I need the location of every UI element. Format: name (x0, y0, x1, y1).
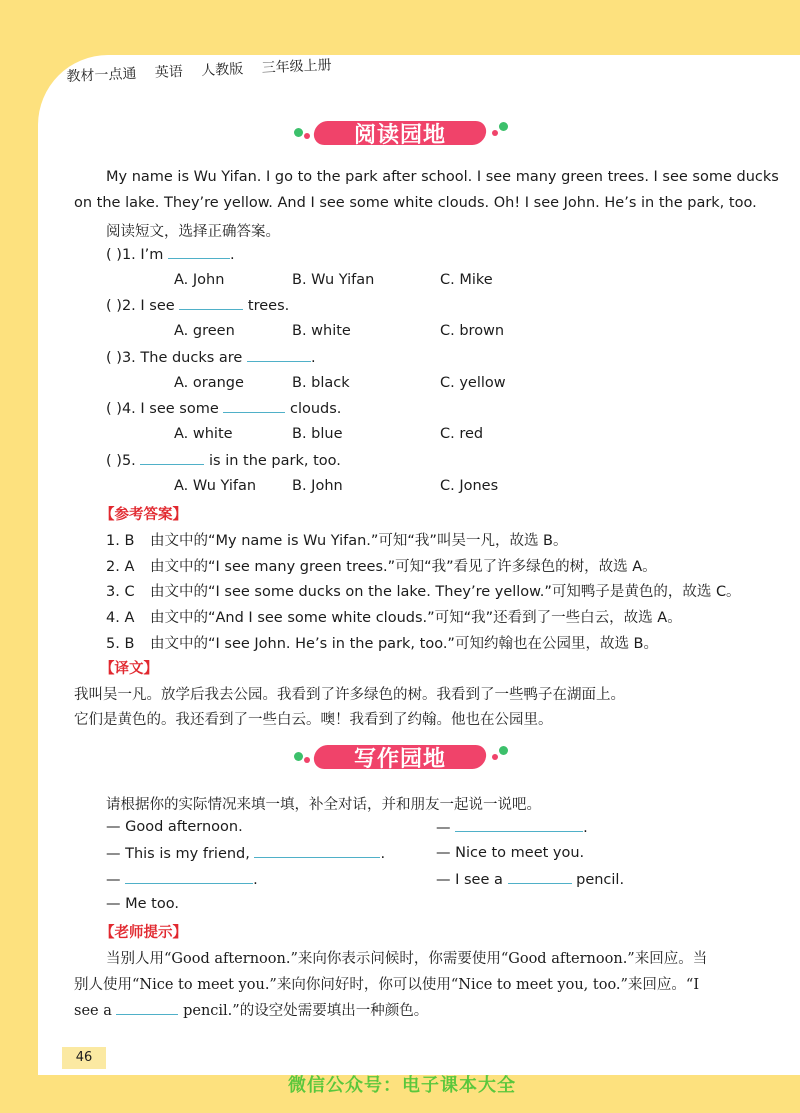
dialog-line-1-right: — . (436, 820, 588, 836)
option-b: B. white (292, 323, 351, 339)
writing-instruction: 请根据你的实际情况来填一填，补全对话，并和朋友一起说一说吧。 (106, 797, 541, 813)
option-c: C. brown (440, 323, 505, 339)
option-a: A. Wu Yifan (174, 478, 257, 494)
option-a: A. white (174, 426, 233, 442)
answer-heading: 【参考答案】 (100, 506, 187, 523)
answer-row: 4. A 由文中的“And I see some white clouds.”可知“我”还看到了一些白云，故选 A。 (106, 610, 682, 626)
option-c: C. Mike (440, 272, 493, 288)
option-b: B. John (292, 478, 343, 494)
header-subject: 英语 (154, 63, 184, 82)
green-dot-icon (294, 752, 303, 761)
answer-blank (247, 349, 311, 362)
question-4: ( )4. I see some clouds. (106, 401, 342, 417)
answer-row: 2. A 由文中的“I see many green trees.”可知“我”看见了许多绿色的树，故选 A。 (106, 559, 657, 575)
reading-section-title (306, 117, 494, 149)
teacher-tip-line-2: 别人使用“Nice to meet you.”来向你问好时，你可以使用“Nice to meet you, too.”来回应。“I (74, 977, 700, 993)
answer-row: 1. B 由文中的“My name is Wu Yifan.”可知“我”叫吴一凡，故选 B。 (106, 533, 568, 549)
pink-dot-icon (492, 130, 498, 136)
answer-blank (508, 871, 572, 884)
answer-blank (125, 871, 253, 884)
pink-dot-icon (304, 133, 310, 139)
dialog-line-2-left: — This is my friend, . (106, 846, 386, 862)
option-c: C. yellow (440, 375, 506, 391)
page-number: 46 (62, 1047, 106, 1069)
green-dot-icon (294, 128, 303, 137)
option-b: B. blue (292, 426, 343, 442)
translation-line-1: 我叫吴一凡。放学后我去公园。我看到了许多绿色的树。我看到了一些鸭子在湖面上。 (74, 687, 625, 703)
question-2: ( )2. I see trees. (106, 298, 290, 314)
writing-title-text: 写作园地 (353, 746, 446, 772)
question-5: ( )5. is in the park, too. (106, 453, 341, 469)
answer-blank (168, 246, 230, 259)
green-dot-icon (499, 746, 508, 755)
dialog-line-4-left: — Me too. (106, 896, 179, 912)
header-edition: 人教版 (200, 61, 244, 80)
option-b: B. black (292, 375, 350, 391)
option-c: C. Jones (440, 478, 499, 494)
answer-blank (116, 1002, 178, 1015)
dialog-line-3-left: — . (106, 872, 258, 888)
reading-instruction: 阅读短文，选择正确答案。 (106, 224, 280, 240)
option-a: A. orange (174, 375, 244, 391)
answer-blank (455, 819, 583, 832)
dialog-line-2-right: — Nice to meet you. (436, 845, 585, 861)
answer-blank (179, 297, 243, 310)
teacher-tip-line-1: 当别人用“Good afternoon.”来向你表示问候时，你需要使用“Good afternoon.”来回应。当 (106, 951, 708, 967)
answer-row: 5. B 由文中的“I see John. He’s in the park, too.”可知约翰也在公园里，故选 B。 (106, 636, 658, 652)
option-c: C. red (440, 426, 484, 442)
option-a: A. green (174, 323, 235, 339)
translation-heading: 【译文】 (100, 660, 158, 677)
question-1: ( )1. I’m . (106, 247, 235, 263)
reading-title-text: 阅读园地 (353, 122, 446, 148)
translation-line-2: 它们是黄色的。我还看到了一些白云。噢！我看到了约翰。他也在公园里。 (74, 712, 553, 728)
pink-dot-icon (492, 754, 498, 760)
answer-blank (223, 400, 285, 413)
header-grade: 三年级上册 (261, 57, 332, 77)
footer-watermark: 微信公众号：电子课本大全 (288, 1075, 516, 1096)
dialog-line-3-right: — I see a pencil. (436, 872, 625, 888)
teacher-tip-line-3: see a pencil.”的设空处需要填出一种颜色。 (74, 1003, 429, 1019)
writing-section-title (306, 741, 494, 773)
dialog-line-1-left: — Good afternoon. (106, 819, 243, 835)
answer-row: 3. C 由文中的“I see some ducks on the lake. They’re yellow.”可知鸭子是黄色的，故选 C。 (106, 584, 741, 600)
option-a: A. John (174, 272, 225, 288)
pink-dot-icon (304, 757, 310, 763)
passage-line-2: on the lake. They’re yellow. And I see some white clouds. Oh! I see John. He’s in the park, too. (74, 195, 757, 211)
passage-line-1: My name is Wu Yifan. I go to the park after school. I see many green trees. I see some ducks (106, 169, 779, 185)
header-book: 教材一点通 (66, 65, 137, 85)
green-dot-icon (499, 122, 508, 131)
question-3: ( )3. The ducks are . (106, 350, 316, 366)
option-b: B. Wu Yifan (292, 272, 375, 288)
answer-blank (140, 452, 204, 465)
teacher-tip-heading: 【老师提示】 (100, 924, 187, 941)
answer-blank (254, 845, 380, 858)
